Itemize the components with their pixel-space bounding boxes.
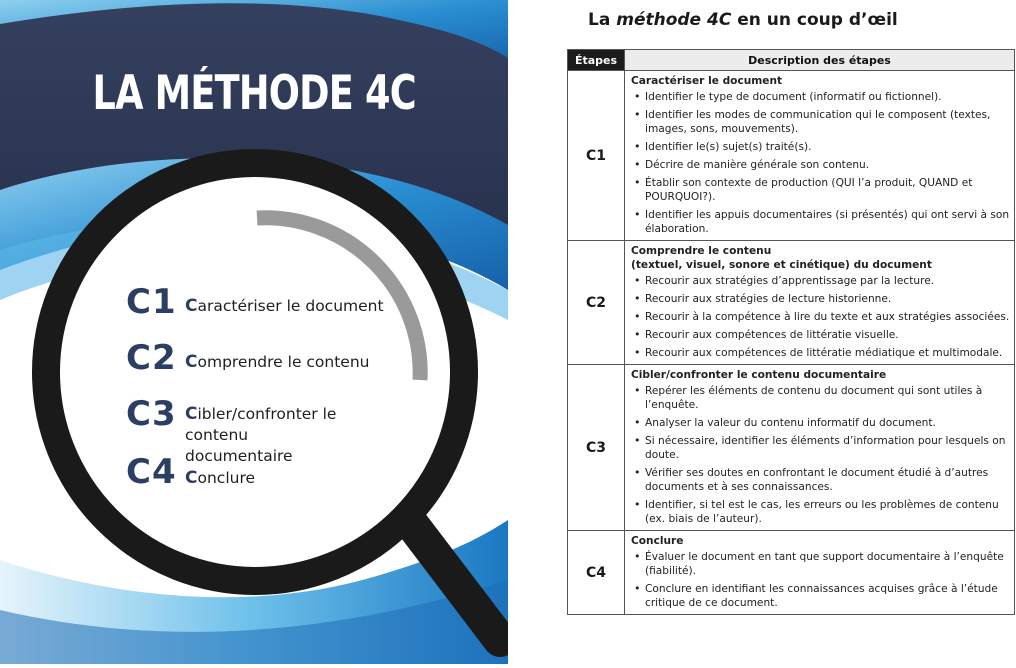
- list-item: • Décrire de manière générale son contenu.: [631, 158, 1010, 172]
- document-title-prefix: La: [588, 10, 617, 30]
- table-header-row: [568, 50, 1015, 71]
- list-item: • Recourir aux stratégies de lecture historienne.: [631, 292, 1010, 306]
- list-item: • Identifier les appuis documentaires (si présentés) qui ont servi à son élaboration.: [631, 208, 1010, 236]
- list-item: • Conclure en identifiant les connaissances acquises grâce à l’étude critique de ce document.: [631, 582, 1010, 610]
- document-title-suffix: en un coup d’œil: [731, 10, 898, 30]
- list-item: • Recourir aux compétences de littératie visuelle.: [631, 328, 1010, 342]
- list-item: • Si nécessaire, identifier les éléments d’information pour lesquels on doute.: [631, 434, 1010, 462]
- steps-table: [567, 49, 1015, 615]
- table-row: [568, 365, 1015, 531]
- description-cell: [625, 531, 1015, 615]
- description-cell: [625, 365, 1015, 531]
- list-item: • Établir son contexte de production (QUI l’a produit, QUAND et POURQUOI?).: [631, 176, 1010, 204]
- description-list: [631, 274, 1010, 360]
- description-cell: [625, 241, 1015, 365]
- list-item: • Recourir aux stratégies d’apprentissage par la lecture.: [631, 274, 1010, 288]
- document-title-emphasis: méthode 4C: [616, 10, 732, 30]
- list-item: • Repérer les éléments de contenu du document qui sont utiles à l’enquête.: [631, 384, 1010, 412]
- step-code: C4: [126, 452, 177, 492]
- description-heading: Caractériser le document: [631, 75, 783, 87]
- table-row: [568, 531, 1015, 615]
- description-list: [631, 90, 1010, 236]
- list-item: • Identifier le(s) sujet(s) traité(s).: [631, 140, 1010, 154]
- list-item: • Identifier les modes de communication qui le composent (textes, images, sons, mouvements).: [631, 108, 1010, 136]
- list-item: • Identifier, si tel est le cas, les erreurs ou les problèmes de contenu (ex. biais de l’auteur).: [631, 498, 1010, 526]
- table-row: [568, 241, 1015, 365]
- list-item: • Analyser la valeur du contenu informatif du document.: [631, 416, 1010, 430]
- description-heading: Comprendre le contenu (textuel, visuel, sonore et cinétique) du document: [631, 245, 932, 271]
- list-item: • Vérifier ses doutes en confrontant le document étudié à d’autres documents et à ses connaissances.: [631, 466, 1010, 494]
- document-title: [588, 10, 898, 30]
- header-description: Description des étapes: [625, 50, 1015, 71]
- poster-title: LA MÉTHODE 4C: [92, 66, 416, 121]
- step-label: Caractériser le document: [185, 296, 384, 316]
- step-label: Conclure: [185, 468, 256, 488]
- step-code: C2: [126, 338, 177, 378]
- list-item: • Recourir à la compétence à lire du texte et aux stratégies associées.: [631, 310, 1010, 324]
- list-item: • Identifier le type de document (informatif ou fictionnel).: [631, 90, 1010, 104]
- poster: [0, 0, 508, 664]
- header-steps: Étapes: [568, 50, 625, 71]
- step-code: C1: [126, 282, 177, 322]
- step-label: Comprendre le contenu: [185, 352, 370, 372]
- description-heading: Conclure: [631, 535, 684, 547]
- step-cell: C1: [568, 71, 625, 241]
- list-item: • Recourir aux compétences de littératie médiatique et multimodale.: [631, 346, 1010, 360]
- description-heading: Cibler/confronter le contenu documentaire: [631, 369, 887, 381]
- description-cell: [625, 71, 1015, 241]
- step-cell: C4: [568, 531, 625, 615]
- description-list: [631, 384, 1010, 526]
- step-cell: C3: [568, 365, 625, 531]
- table-body: [568, 71, 1015, 615]
- step-label: Cibler/confronter le contenu documentaire: [185, 404, 337, 465]
- step-code: C3: [126, 394, 177, 434]
- step-cell: C2: [568, 241, 625, 365]
- description-list: [631, 550, 1010, 610]
- table-row: [568, 71, 1015, 241]
- list-item: • Évaluer le document en tant que support documentaire à l’enquête (fiabilité).: [631, 550, 1010, 578]
